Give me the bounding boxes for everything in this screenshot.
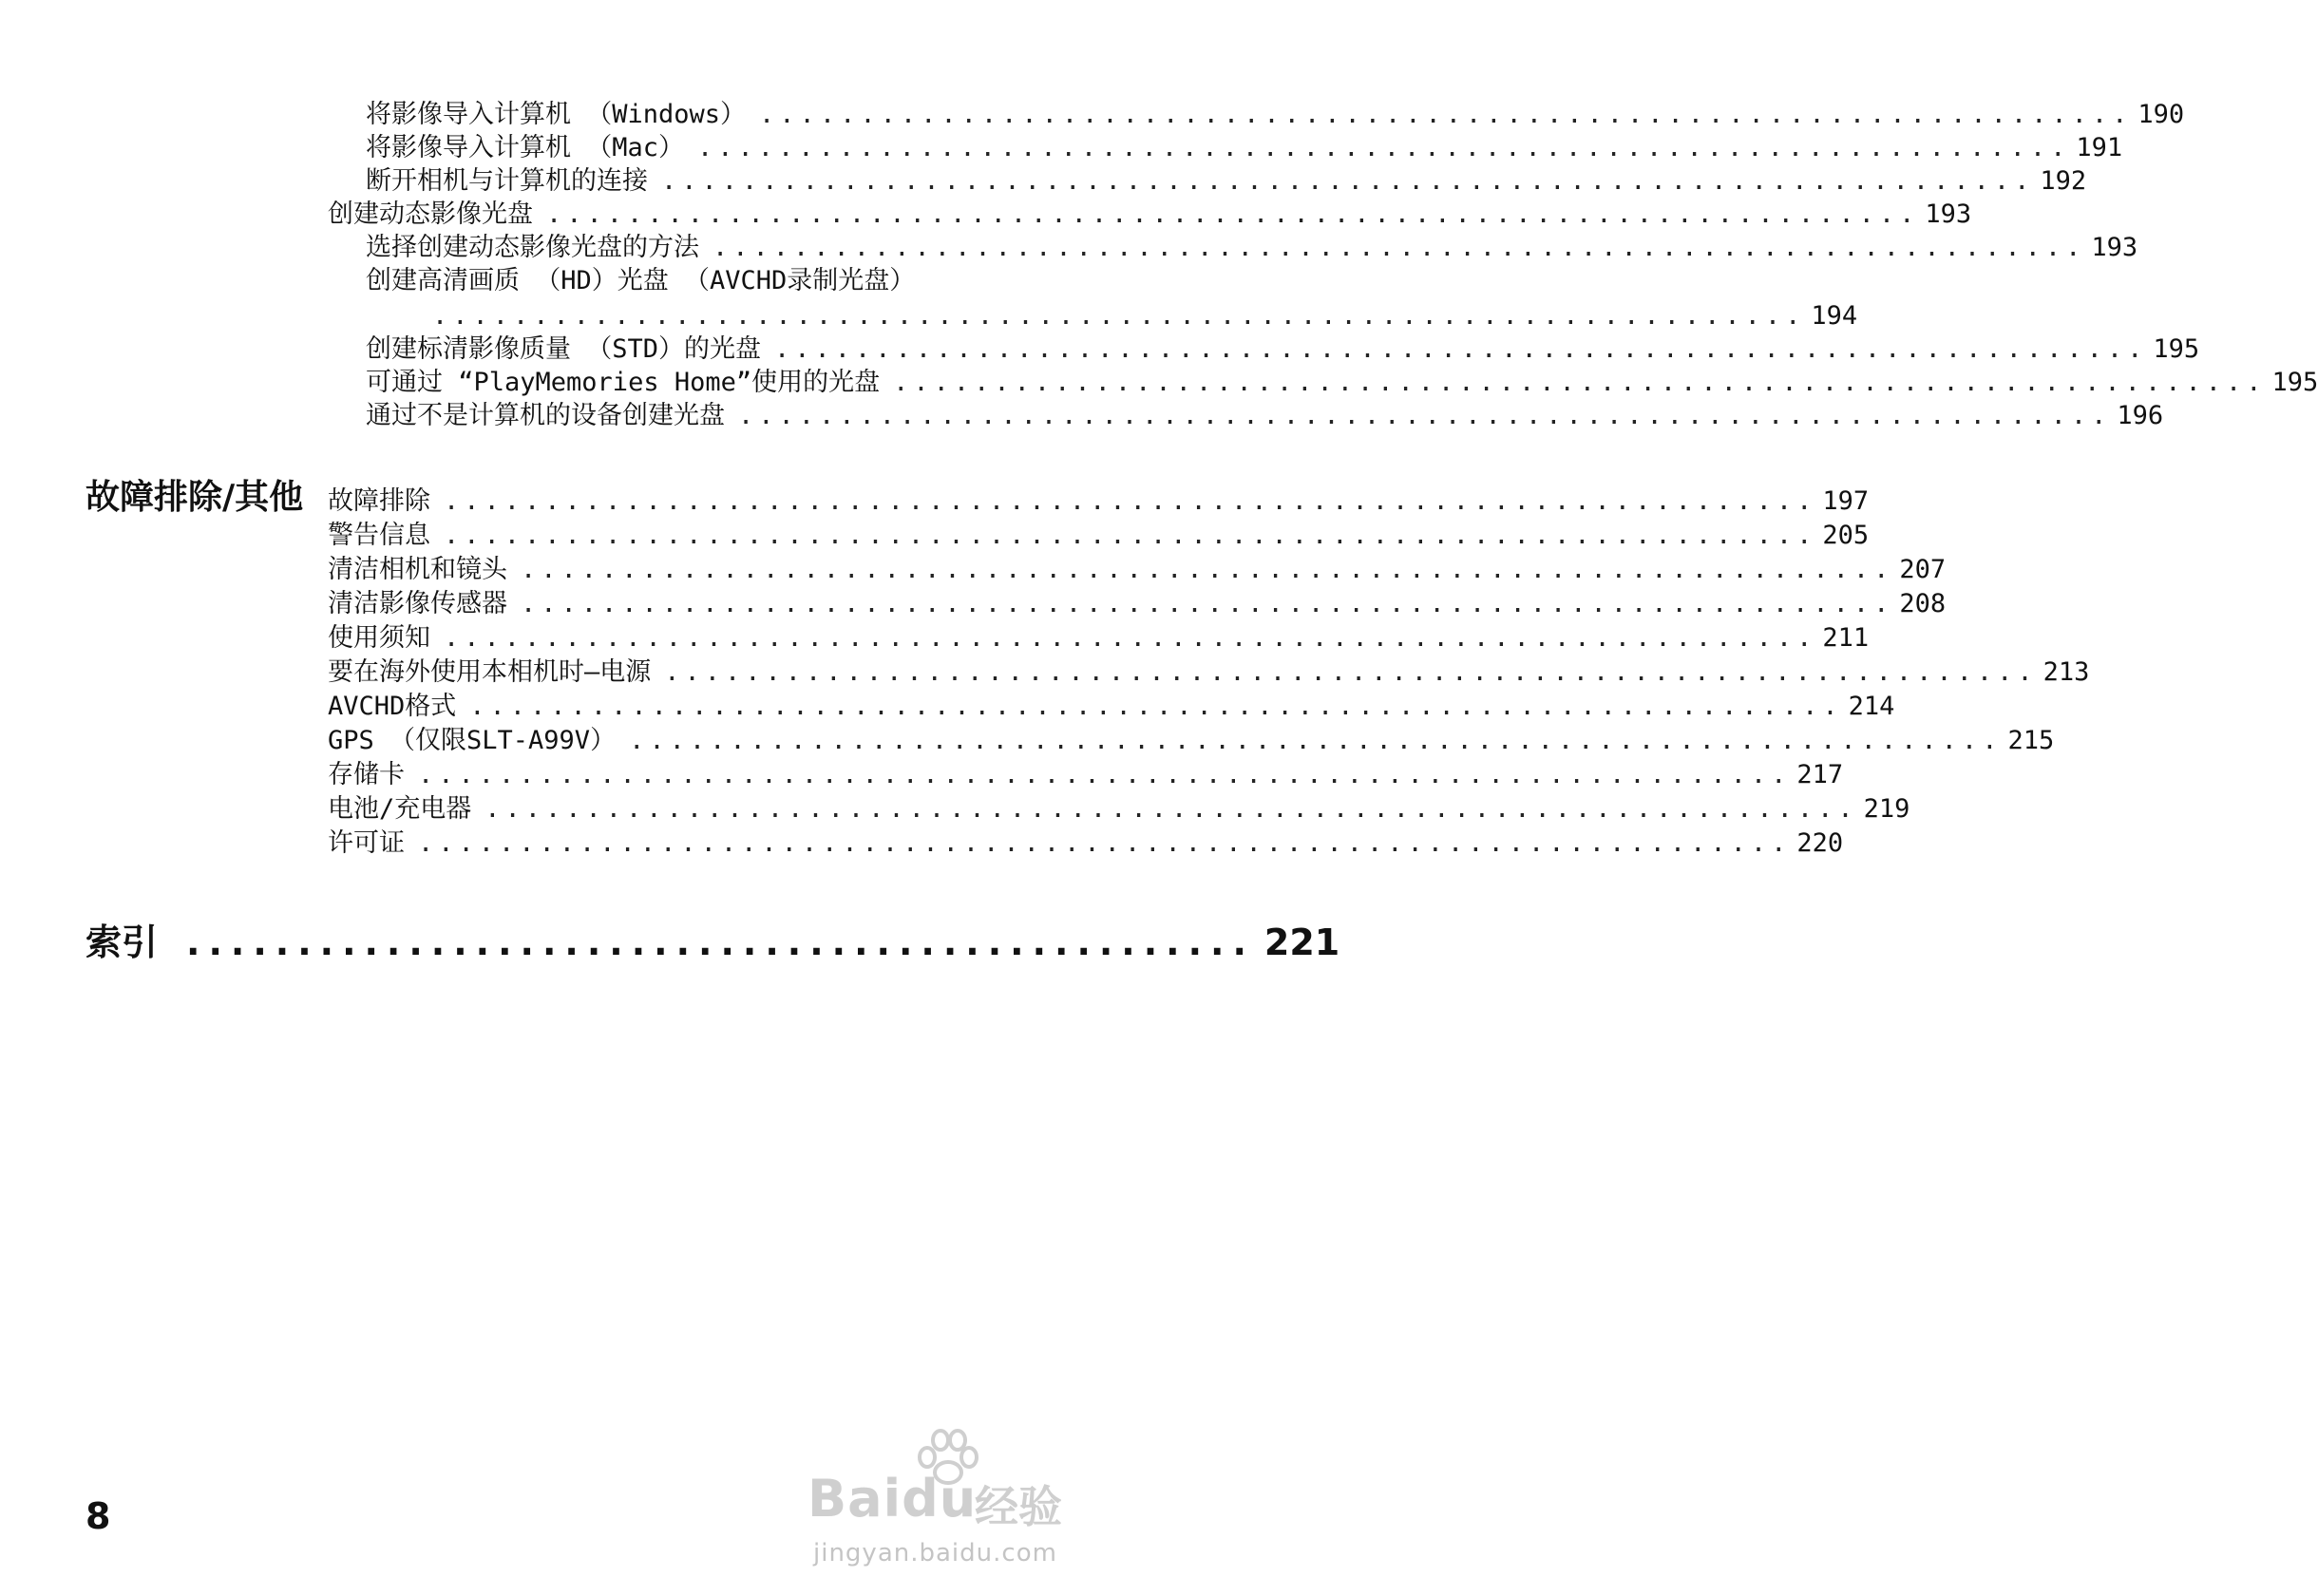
toc-entry-title: 电池/充电器 [328, 794, 472, 824]
toc-entry-title: 将影像导入计算机 （Mac） [366, 133, 685, 162]
toc-entry-title: 警告信息 [328, 521, 430, 550]
toc-entry[interactable] [328, 198, 1972, 232]
toc-entry-title: 选择创建动态影像光盘的方法 [366, 233, 699, 262]
toc-entry-page: 192 [2040, 166, 2087, 196]
toc-entry-title: 通过不是计算机的设备创建光盘 [366, 401, 725, 430]
toc-entry[interactable] [366, 98, 2185, 132]
dot-leader: .................................................................... [521, 589, 1894, 618]
toc-index-entry[interactable] [86, 920, 1340, 965]
toc-entry[interactable] [328, 587, 1947, 621]
watermark-logo: Baidu [808, 1469, 978, 1529]
dot-leader: .................................................................... [444, 486, 1817, 516]
toc-entry-title: 断开相机与计算机的连接 [366, 166, 648, 196]
dot-leader: .................................................................... [418, 828, 1792, 858]
toc-entry[interactable] [328, 656, 2090, 690]
toc-entry-page: 191 [2076, 133, 2123, 162]
toc-entry-title: GPS （仅限SLT-A99V） [328, 726, 617, 755]
toc-entry[interactable] [366, 264, 1009, 298]
watermark-label: 经验 [975, 1481, 1062, 1532]
toc-entry-continuation[interactable] [366, 299, 1858, 333]
toc-entry-page: 197 [1822, 486, 1870, 516]
toc-entry[interactable] [366, 399, 2164, 433]
toc-entry-title: 存储卡 [328, 760, 405, 789]
dot-leader: .................................................................... [738, 401, 2112, 430]
toc-entry[interactable] [366, 131, 2123, 165]
toc-entry-page: 195 [2271, 368, 2318, 397]
toc-entry-page: 215 [2007, 726, 2055, 755]
dot-leader: .................................................................... [712, 233, 2086, 262]
toc-entry-page: 220 [1796, 828, 1844, 858]
toc-entry[interactable] [366, 231, 2138, 265]
toc-entry-title: 创建高清画质 （HD）光盘 （AVCHD录制光盘） [366, 266, 916, 295]
toc-entry[interactable] [366, 332, 2200, 367]
toc-entry[interactable] [328, 621, 1870, 656]
dot-leader: .................................................................... [664, 657, 2038, 687]
dot-leader: .................................................................... [418, 760, 1792, 789]
toc-entry-page: 219 [1863, 794, 1910, 824]
dot-leader: .................................................................... [432, 301, 1806, 331]
toc-entry-title: 清洁相机和镜头 [328, 555, 507, 584]
toc-entry[interactable] [328, 826, 1844, 861]
toc-entry[interactable] [366, 366, 2318, 400]
dot-leader: .................................................................... [444, 521, 1817, 550]
dot-leader: .................................................................... [521, 555, 1894, 584]
dot-leader: .................................................................... [697, 133, 2071, 162]
baidu-jingyan-watermark [808, 1463, 1092, 1577]
toc-entry-title: 要在海外使用本相机时—电源 [328, 657, 652, 687]
dot-leader: .................................................................... [893, 368, 2267, 397]
toc-entry-title: 使用须知 [328, 623, 430, 653]
toc-entry-page: 193 [2091, 233, 2138, 262]
toc-entry-page: 195 [2153, 334, 2200, 364]
watermark-url: jingyan.baidu.com [813, 1539, 1057, 1568]
dot-leader: .................................................................... [469, 692, 1843, 721]
toc-entry-page: 207 [1899, 555, 1947, 584]
dot-leader: .................................................................... [444, 623, 1817, 653]
toc-entry[interactable] [328, 484, 1870, 519]
toc-entry-title: 故障排除 [328, 486, 430, 516]
section-heading: 故障排除/其他 [86, 478, 304, 517]
toc-index-title: 索引 [86, 922, 159, 963]
toc-entry-title: 创建动态影像光盘 [328, 200, 533, 229]
toc-entry[interactable] [328, 553, 1947, 587]
toc-entry-page: 196 [2117, 401, 2164, 430]
dot-leader: .................................................................... [661, 166, 2035, 196]
toc-entry-page: 193 [1925, 200, 1972, 229]
dot-leader: .................................................................... [484, 794, 1858, 824]
dot-leader: .................................................................... [629, 726, 2003, 755]
toc-entry[interactable] [366, 164, 2087, 199]
toc-entry-page: 208 [1899, 589, 1947, 618]
toc-entry-page: 213 [2042, 657, 2090, 687]
dot-leader: ................................................ [186, 922, 1255, 963]
toc-entry-title: 创建标清影像质量 （STD）的光盘 [366, 334, 762, 364]
page-number: 8 [86, 1495, 111, 1537]
dot-leader: .................................................................... [759, 100, 2133, 129]
toc-entry[interactable] [328, 690, 1895, 724]
toc-entry-title: 清洁影像传感器 [328, 589, 507, 618]
toc-entry[interactable] [328, 519, 1870, 553]
toc-entry[interactable] [328, 758, 1844, 792]
dot-leader: .................................................................... [546, 200, 1920, 229]
toc-entry-page: 194 [1811, 301, 1858, 331]
toc-entry-page: 217 [1796, 760, 1844, 789]
toc-entry-page: 205 [1822, 521, 1870, 550]
toc-entry-page: 190 [2138, 100, 2185, 129]
toc-entry[interactable] [328, 792, 1910, 826]
toc-entry[interactable] [328, 724, 2055, 758]
toc-entry-title: 可通过 “PlayMemories Home”使用的光盘 [366, 368, 881, 397]
toc-entry-title: 许可证 [328, 828, 405, 858]
toc-entry-page: 211 [1822, 623, 1870, 653]
toc-entry-title: AVCHD格式 [328, 692, 457, 721]
toc-entry-page: 214 [1848, 692, 1895, 721]
toc-index-page: 221 [1264, 922, 1340, 963]
toc-entry-title: 将影像导入计算机 （Windows） [366, 100, 747, 129]
dot-leader: .................................................................... [774, 334, 2148, 364]
